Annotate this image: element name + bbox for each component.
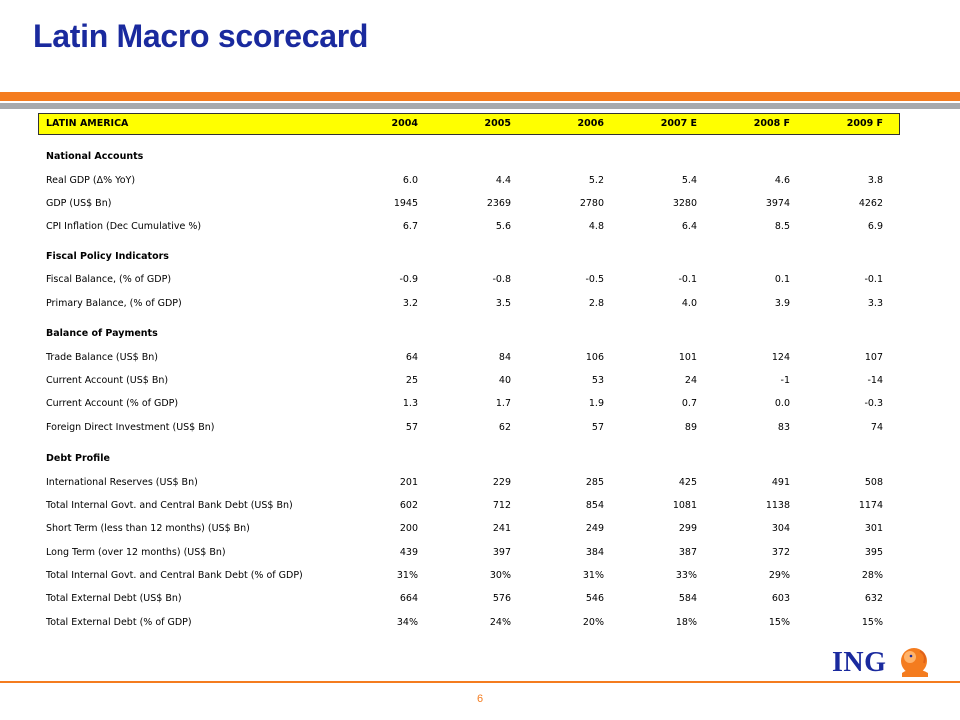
- row-label: Foreign Direct Investment (US$ Bn): [46, 422, 215, 433]
- row-label: GDP (US$ Bn): [46, 198, 112, 209]
- column-header-year: 2006: [577, 118, 604, 129]
- table-cell-value: 384: [585, 547, 604, 558]
- table-cell-value: 24%: [489, 617, 511, 628]
- table-cell-value: 3.5: [495, 298, 511, 309]
- table-cell-value: 249: [585, 523, 604, 534]
- table-cell-value: 24: [684, 375, 697, 386]
- table-cell-value: 5.6: [495, 221, 511, 232]
- table-cell-value: 1.9: [588, 398, 604, 409]
- table-cell-value: 2.8: [588, 298, 604, 309]
- row-label: International Reserves (US$ Bn): [46, 477, 198, 488]
- row-label: Long Term (over 12 months) (US$ Bn): [46, 547, 226, 558]
- table-cell-value: -0.8: [492, 274, 511, 285]
- table-cell-value: 2369: [486, 198, 511, 209]
- row-label: Short Term (less than 12 months) (US$ Bn): [46, 523, 250, 534]
- table-cell-value: 1945: [393, 198, 418, 209]
- row-label: Total External Debt (% of GDP): [46, 617, 192, 628]
- table-cell-value: 3974: [765, 198, 790, 209]
- table-cell-value: 0.0: [774, 398, 790, 409]
- table-cell-value: 6.4: [681, 221, 697, 232]
- table-cell-value: 89: [684, 422, 697, 433]
- ing-logo: [832, 643, 932, 681]
- table-cell-value: 64: [405, 352, 418, 363]
- table-cell-value: 299: [678, 523, 697, 534]
- table-cell-value: 546: [585, 593, 604, 604]
- table-cell-value: 3.8: [867, 175, 883, 186]
- table-cell-value: 241: [492, 523, 511, 534]
- table-cell-value: 57: [405, 422, 418, 433]
- table-cell-value: 632: [864, 593, 883, 604]
- table-cell-value: 4.6: [774, 175, 790, 186]
- column-header-year: 2004: [391, 118, 418, 129]
- table-cell-value: 28%: [861, 570, 883, 581]
- table-cell-value: 0.1: [774, 274, 790, 285]
- table-cell-value: 40: [498, 375, 511, 386]
- table-cell-value: 201: [399, 477, 418, 488]
- table-cell-value: -0.9: [399, 274, 418, 285]
- table-cell-value: 6.9: [867, 221, 883, 232]
- section-heading: Balance of Payments: [46, 328, 158, 339]
- table-cell-value: 18%: [675, 617, 697, 628]
- table-cell-value: 74: [870, 422, 883, 433]
- table-cell-value: 6.7: [402, 221, 418, 232]
- table-cell-value: 491: [771, 477, 790, 488]
- table-cell-value: -0.5: [585, 274, 604, 285]
- table-cell-value: 6.0: [402, 175, 418, 186]
- table-cell-value: 107: [864, 352, 883, 363]
- table-cell-value: 29%: [768, 570, 790, 581]
- section-heading: Debt Profile: [46, 453, 110, 464]
- section-heading: Fiscal Policy Indicators: [46, 251, 169, 262]
- column-header-year: 2008 F: [753, 118, 790, 129]
- column-header-year: 2009 F: [846, 118, 883, 129]
- table-cell-value: 439: [399, 547, 418, 558]
- table-cell-value: 8.5: [774, 221, 790, 232]
- page-number: 6: [476, 693, 484, 705]
- table-cell-value: 101: [678, 352, 697, 363]
- table-cell-value: 2780: [579, 198, 604, 209]
- row-label: Current Account (% of GDP): [46, 398, 179, 409]
- table-cell-value: 372: [771, 547, 790, 558]
- table-cell-value: -0.3: [864, 398, 883, 409]
- table-cell-value: 664: [399, 593, 418, 604]
- row-label: Real GDP (Δ% YoY): [46, 175, 136, 186]
- table-cell-value: 508: [864, 477, 883, 488]
- page-title: Latin Macro scorecard: [33, 18, 369, 54]
- logo-wordmark: ING: [832, 647, 887, 678]
- column-header-year: 2007 E: [660, 118, 697, 129]
- table-cell-value: -1: [780, 375, 790, 386]
- table-cell-value: 425: [678, 477, 697, 488]
- gray-band: [0, 103, 960, 109]
- table-cell-value: 106: [585, 352, 604, 363]
- table-cell-value: 1.7: [495, 398, 511, 409]
- table-cell-value: 5.4: [681, 175, 697, 186]
- table-cell-value: 31%: [582, 570, 604, 581]
- table-cell-value: 57: [591, 422, 604, 433]
- row-label: Current Account (US$ Bn): [46, 375, 169, 386]
- section-heading: National Accounts: [46, 151, 144, 162]
- table-cell-value: 31%: [396, 570, 418, 581]
- table-cell-value: 584: [678, 593, 697, 604]
- table-cell-value: 4.8: [588, 221, 604, 232]
- table-cell-value: 602: [399, 500, 418, 511]
- table-cell-value: 854: [585, 500, 604, 511]
- table-cell-value: 25: [405, 375, 418, 386]
- table-cell-value: 200: [399, 523, 418, 534]
- table-cell-value: 53: [591, 375, 604, 386]
- table-cell-value: 387: [678, 547, 697, 558]
- table-cell-value: 62: [498, 422, 511, 433]
- table-cell-value: 301: [864, 523, 883, 534]
- table-cell-value: 576: [492, 593, 511, 604]
- table-cell-value: 34%: [396, 617, 418, 628]
- table-cell-value: 395: [864, 547, 883, 558]
- table-cell-value: 3.2: [402, 298, 418, 309]
- row-label: CPI Inflation (Dec Cumulative %): [46, 221, 202, 232]
- table-cell-value: 603: [771, 593, 790, 604]
- orange-band: [0, 92, 960, 101]
- row-label: Primary Balance, (% of GDP): [46, 298, 182, 309]
- table-cell-value: 3.9: [774, 298, 790, 309]
- table-cell-value: 83: [777, 422, 790, 433]
- table-cell-value: 4262: [858, 198, 883, 209]
- table-cell-value: 304: [771, 523, 790, 534]
- table-cell-value: 0.7: [681, 398, 697, 409]
- footer-line: [0, 681, 960, 683]
- table-cell-value: 229: [492, 477, 511, 488]
- table-cell-value: 3280: [672, 198, 697, 209]
- table-cell-value: 712: [492, 500, 511, 511]
- table-cell-value: -0.1: [678, 274, 697, 285]
- table-cell-value: 1.3: [402, 398, 418, 409]
- table-cell-value: -0.1: [864, 274, 883, 285]
- table-cell-value: 20%: [582, 617, 604, 628]
- table-cell-value: 4.0: [681, 298, 697, 309]
- table-cell-value: 30%: [489, 570, 511, 581]
- column-header-year: 2005: [484, 118, 511, 129]
- column-header-region: LATIN AMERICA: [46, 118, 129, 129]
- row-label: Total Internal Govt. and Central Bank Debt (US$ Bn): [46, 500, 293, 511]
- table-cell-value: 1081: [672, 500, 697, 511]
- table-cell-value: 1174: [858, 500, 883, 511]
- table-cell-value: 397: [492, 547, 511, 558]
- table-cell-value: 124: [771, 352, 790, 363]
- table-cell-value: -14: [867, 375, 883, 386]
- table-cell-value: 5.2: [588, 175, 604, 186]
- table-cell-value: 84: [498, 352, 511, 363]
- table-cell-value: 1138: [765, 500, 790, 511]
- table-cell-value: 15%: [768, 617, 790, 628]
- row-label: Total External Debt (US$ Bn): [46, 593, 182, 604]
- row-label: Fiscal Balance, (% of GDP): [46, 274, 172, 285]
- row-label: Trade Balance (US$ Bn): [46, 352, 158, 363]
- table-cell-value: 33%: [675, 570, 697, 581]
- table-cell-value: 285: [585, 477, 604, 488]
- table-cell-value: 4.4: [495, 175, 511, 186]
- table-cell-value: 3.3: [867, 298, 883, 309]
- table-cell-value: 15%: [861, 617, 883, 628]
- lion-icon: [894, 643, 932, 681]
- row-label: Total Internal Govt. and Central Bank Debt (% of GDP): [46, 570, 303, 581]
